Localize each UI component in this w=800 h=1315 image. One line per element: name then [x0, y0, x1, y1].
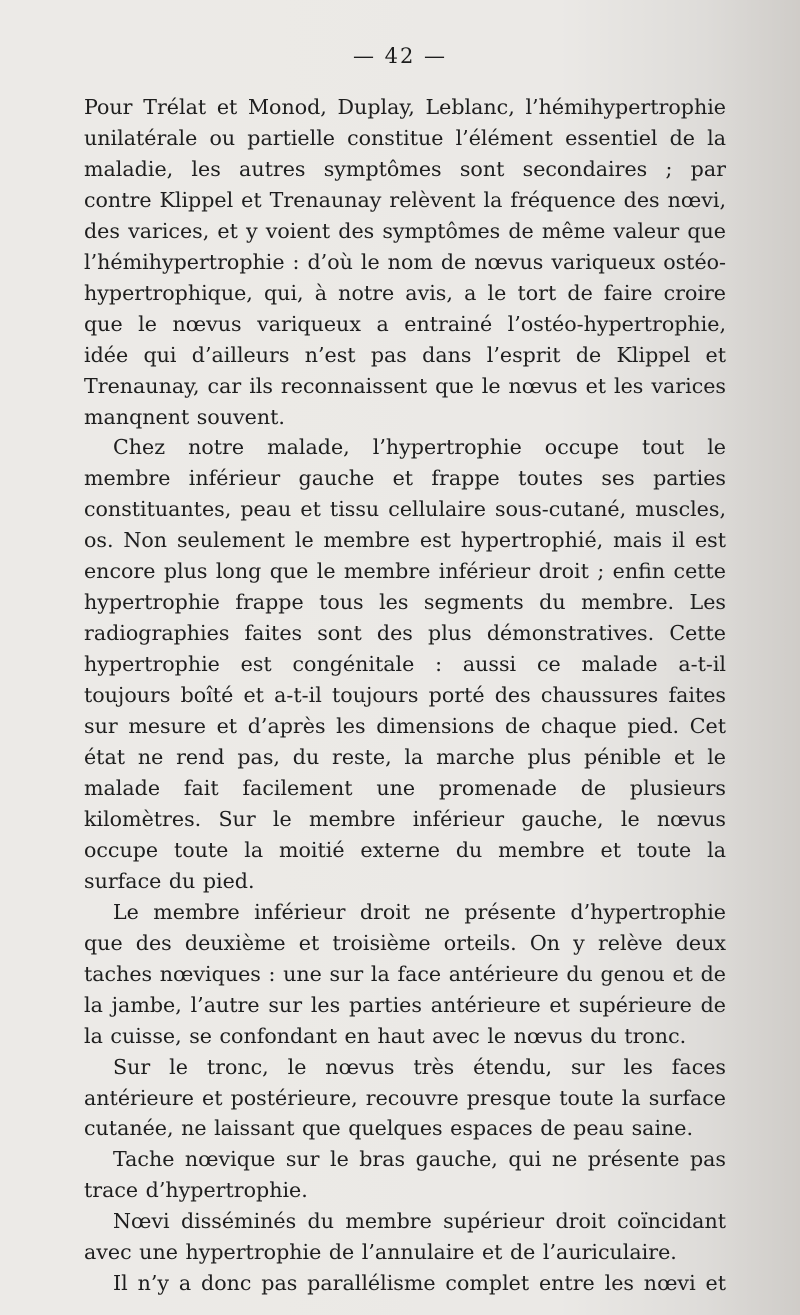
paragraph-5: Tache nœvique sur le bras gauche, qui ne présente pas trace d’hypertrophie. [84, 1147, 726, 1203]
paragraph-1: Pour Trélat et Monod, Duplay, Leblanc, l’hémihypertrophie unilatérale ou partielle constitue l’élément essentiel de la maladie, les autres symptômes sont secondaires ; par contre Klippel et Trenaunay relèvent la fréquence des nœvi, des varices, et y voient des symptômes de même valeur que l’hémihypertrophie : d’où le nom de nœvus variqueux ostéo-hypertrophique, qui, à notre avis, a le tort de faire croire que le nœvus variqueux a entrainé l’ostéo-hypertrophie, idée qui d’ailleurs n’est pas dans l’esprit de Klippel et Trenaunay, car ils reconnaissent que le nœvus et les varices manqnent souvent. [84, 95, 726, 429]
paragraph-3: Le membre inférieur droit ne présente d’hypertrophie que des deuxième et troisième orteils. On y relève deux taches nœviques : une sur la face antérieure du genou et de la jambe, l’autre sur les parties antérieure et supérieure de la cuisse, se confondant en haut avec le nœvus du tronc. [84, 899, 726, 1048]
paragraph-6: Nœvi disséminés du membre supérieur droit coïncidant avec une hypertrophie de l’annulaire et de l’auriculaire. [84, 1209, 726, 1265]
paragraph-4: Sur le tronc, le nœvus très étendu, sur les faces antérieure et postérieure, recouvre presque toute la surface cutanée, ne laissant que quelques espaces de peau saine. [84, 1054, 726, 1141]
page-number: — 42 — [352, 44, 448, 68]
body-text [84, 92, 726, 1299]
paragraph-7: Il n’y a donc pas parallélisme complet entre les nœvi et [113, 1271, 726, 1296]
paragraph-2: Chez notre malade, l’hypertrophie occupe tout le membre inférieur gauche et frappe toutes ses parties constituantes, peau et tissu cellulaire sous-cutané, muscles, os. Non seulement le membre est hypertrophié, mais il est encore plus long que le membre inférieur droit ; enfin cette hypertrophie frappe tous les segments du membre. Les radiographies faites sont des plus démonstratives. Cette hypertrophie est congénitale : aussi ce malade a-t-il toujours boîté et a-t-il toujours porté des chaussures faites sur mesure et d’après les dimensions de chaque pied. Cet état ne rend pas, du reste, la marche plus pénible et le malade fait facilement une promenade de plusieurs kilomètres. Sur le membre inférieur gauche, le nœvus occupe toute la moitié externe du membre et toute la surface du pied. [84, 435, 726, 893]
